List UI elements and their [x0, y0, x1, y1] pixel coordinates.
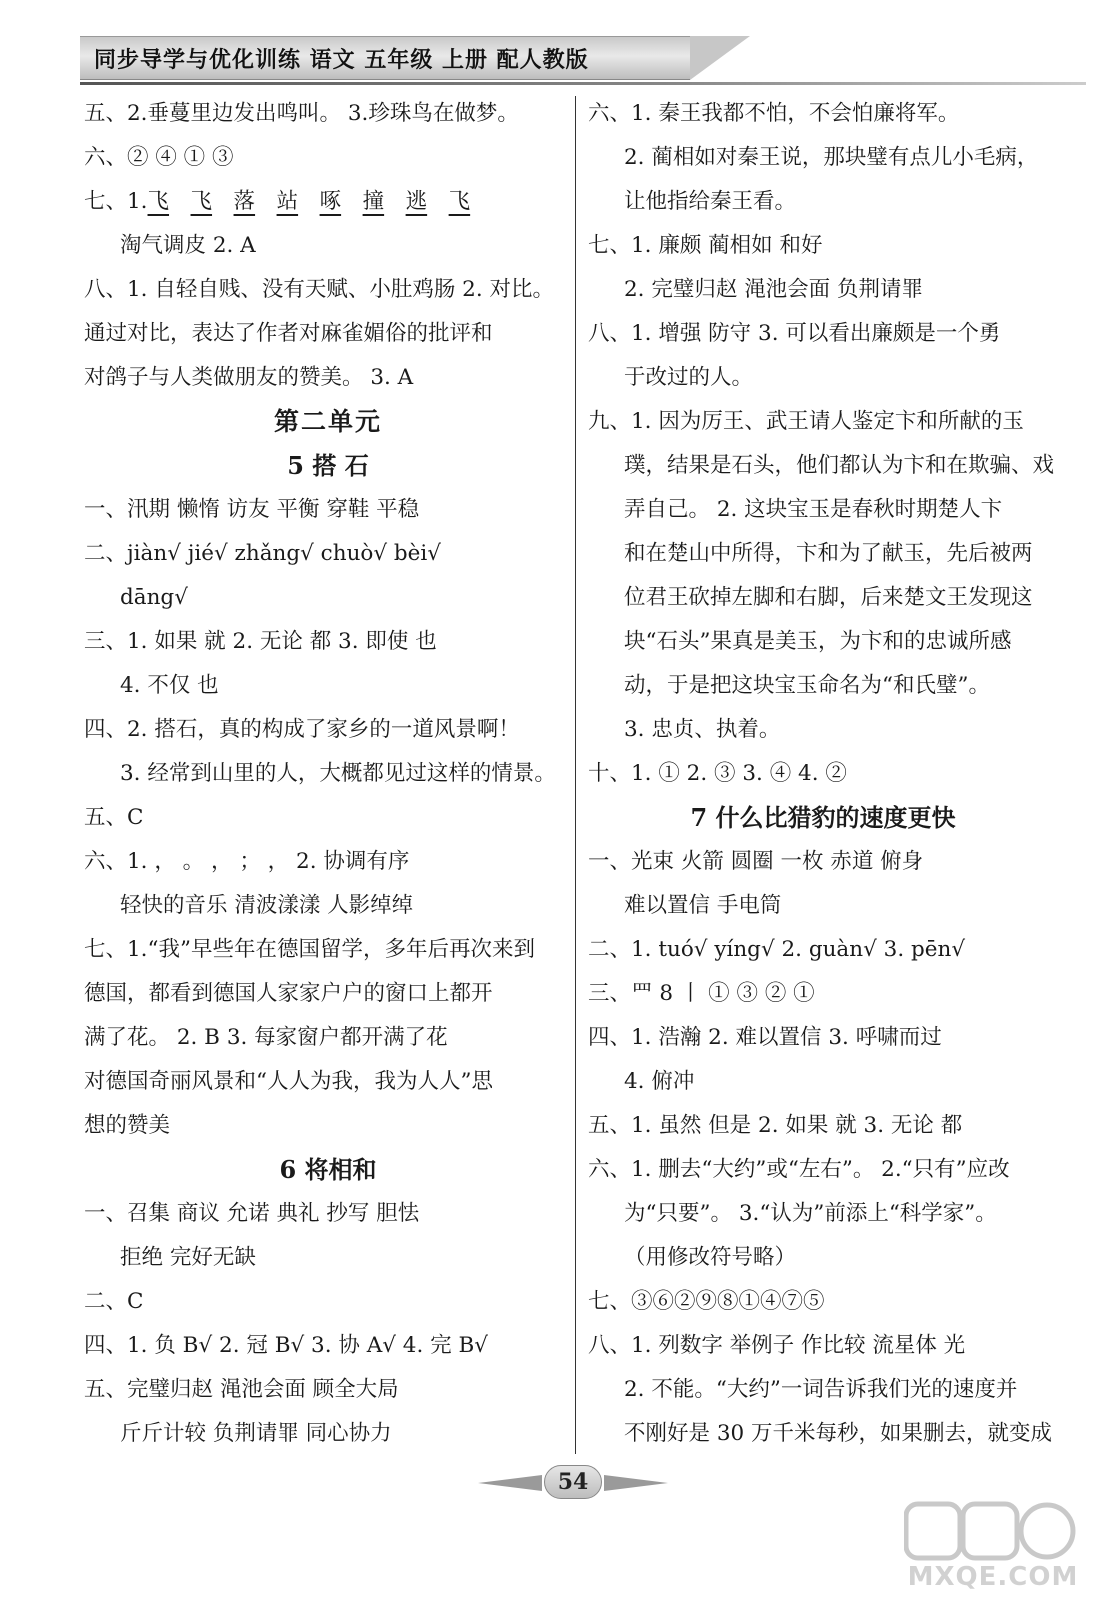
underlined-answer: 站 [276, 189, 299, 214]
answer-line: 拒绝 完好无缺 [120, 1245, 256, 1270]
book-title: 同步导学与优化训练 语文 五年级 上册 配人教版 [94, 47, 589, 73]
answer-line: 二、jiàn√ jié√ zhǎng√ chuò√ bèi√ [84, 541, 441, 566]
underlined-answer: 逃 [405, 189, 428, 214]
answer-line: 于改过的人。 [624, 365, 754, 390]
answer-line: 九、1. 因为厉王、武王请人鉴定卞和所献的玉 [588, 409, 1024, 434]
answer-line: 块“石头”果真是美玉，为卞和的忠诚所感 [624, 629, 1012, 654]
page-number: 54 [544, 1465, 602, 1499]
page-footer [478, 1463, 668, 1503]
answer-line: 八、1. 自轻自贱、没有天赋、小肚鸡肠 2. 对比。 [84, 277, 555, 302]
answer-line: 六、1. 秦王我都不怕，不会怕廉将军。 [588, 101, 960, 126]
header-banner-tail [690, 36, 750, 80]
answer-line: 斤斤计较 负荆请罪 同心协力 [120, 1421, 392, 1446]
answer-line: 和在楚山中所得，卞和为了献玉，先后被两 [624, 541, 1033, 566]
answer-line: 五、完璧归赵 渑池会面 顾全大局 [84, 1377, 399, 1402]
answer-line: 德国，都看到德国人家家户户的窗口上都开 [84, 981, 493, 1006]
answer-line: 3. 经常到山里的人，大概都见过这样的情景。 [120, 761, 556, 786]
answer-line: 一、召集 商议 允诺 典礼 抄写 胆怯 [84, 1201, 420, 1226]
section-heading: 5 搭 石 [287, 451, 369, 480]
answer-line: 淘气调皮 2. A [120, 233, 256, 258]
answer-line: 位君王砍掉左脚和右脚，后来楚文王发现这 [624, 585, 1033, 610]
section-heading: 6 将相和 [279, 1155, 377, 1184]
answer-line: 七、1. 廉颇 蔺相如 和好 [588, 233, 823, 258]
answer-line: 对鸽子与人类做朋友的赞美。 3. A [84, 365, 414, 390]
answer-line: 二、C [84, 1289, 144, 1314]
answer-line: 不刚好是 30 万千米每秒，如果删去，就变成 [624, 1421, 1053, 1446]
answer-line: 弄自己。 2. 这块宝玉是春秋时期楚人卞 [624, 497, 1003, 522]
answer-line: 七、1.“我”早些年在德国留学，多年后再次来到 [84, 937, 535, 962]
answer-line: 通过对比，表达了作者对麻雀媚俗的批评和 [84, 321, 493, 346]
section-heading: 第二单元 [273, 407, 382, 436]
answer-line: 4. 不仅 也 [120, 673, 219, 698]
watermark-logo [904, 1500, 1076, 1562]
watermark-url: MXQE.COM [907, 1562, 1079, 1592]
page-header [80, 36, 1090, 88]
answer-line: 六、1. ， 。 ， ； ， 2. 协调有序 [84, 849, 410, 874]
answer-line: 一、汛期 懒惰 访友 平衡 穿鞋 平稳 [84, 497, 420, 522]
answer-line: 八、1. 列数字 举例子 作比较 流星体 光 [588, 1333, 966, 1358]
answer-line: 三、1. 如果 就 2. 无论 都 3. 即使 也 [84, 629, 437, 654]
underlined-answer: 撞 [362, 189, 385, 214]
footer-right-arrow [604, 1475, 668, 1491]
footer-left-arrow [478, 1475, 542, 1491]
answer-line: 2. 不能。“大约”一词告诉我们光的速度并 [624, 1377, 1018, 1402]
right-column [588, 92, 1058, 1456]
answer-line: 3. 忠贞、执着。 [624, 717, 781, 742]
underlined-answer: 落 [233, 189, 256, 214]
answer-line: 五、C [84, 805, 144, 830]
left-column [84, 92, 572, 1456]
answer-line: 2. 蔺相如对秦王说，那块璧有点儿小毛病， [624, 145, 1039, 170]
answer-line: 四、1. 浩瀚 2. 难以置信 3. 呼啸而过 [588, 1025, 942, 1050]
answer-line: 八、1. 增强 防守 3. 可以看出廉颇是一个勇 [588, 321, 1001, 346]
underlined-answer: 飞 [147, 189, 170, 214]
section-heading: 7 什么比猎豹的速度更快 [690, 803, 956, 832]
answer-line: 一、光束 火箭 圆圈 一枚 赤道 俯身 [588, 849, 924, 874]
answer-line: 2. 完璧归赵 渑池会面 负荆请罪 [624, 277, 924, 302]
underlined-answer: 啄 [319, 189, 342, 214]
answer-line [84, 180, 572, 224]
answer-line: 七、③⑥②⑨⑧①④⑦⑤ [588, 1289, 825, 1314]
answer-line: 动，于是把这块宝玉命名为“和氏璧”。 [624, 673, 990, 698]
header-rule [80, 82, 1086, 85]
answer-prefix: 七、1. [84, 189, 148, 214]
answer-line: 4. 俯冲 [624, 1069, 695, 1094]
answer-line: 轻快的音乐 清波漾漾 人影绰绰 [120, 893, 414, 918]
answer-line: 让他指给秦王看。 [624, 189, 797, 214]
answer-line: 四、1. 负 B√ 2. 冠 B√ 3. 协 A√ 4. 完 B√ [84, 1333, 488, 1358]
answer-line: 对德国奇丽风景和“人人为我，我为人人”思 [84, 1069, 493, 1094]
underlined-answer: 飞 [190, 189, 213, 214]
answer-line: 难以置信 手电筒 [624, 893, 782, 918]
answer-line: 五、2.垂蔓里边发出鸣叫。 3.珍珠鸟在做梦。 [84, 101, 519, 126]
answer-line: 四、2. 搭石，真的构成了家乡的一道风景啊！ [84, 717, 520, 742]
answer-line: 璞，结果是石头，他们都认为卞和在欺骗、戏 [624, 453, 1055, 478]
answer-line: 想的赞美 [84, 1113, 171, 1138]
answer-line: 五、1. 虽然 但是 2. 如果 就 3. 无论 都 [588, 1113, 963, 1138]
answer-line: 满了花。 2. B 3. 每家窗户都开满了花 [84, 1025, 448, 1050]
answer-line: 二、1. tuó√ yíng√ 2. guàn√ 3. pēn√ [588, 937, 966, 962]
answer-line: 十、1. ① 2. ③ 3. ④ 4. ② [588, 761, 847, 786]
underlined-answer: 飞 [448, 189, 471, 214]
answer-line: （用修改符号略） [624, 1245, 797, 1270]
answer-line: 六、② ④ ① ③ [84, 145, 234, 170]
answer-line: 为“只要”。 3.“认为”前添上“科学家”。 [624, 1201, 997, 1226]
watermark [898, 1500, 1088, 1596]
answer-line: 六、1. 删去“大约”或“左右”。 2.“只有”应改 [588, 1157, 1010, 1182]
column-divider [575, 96, 576, 1454]
answer-line: 三、罒 8 丨 ① ③ ② ① [588, 981, 815, 1006]
answer-line: dāng√ [120, 585, 188, 610]
